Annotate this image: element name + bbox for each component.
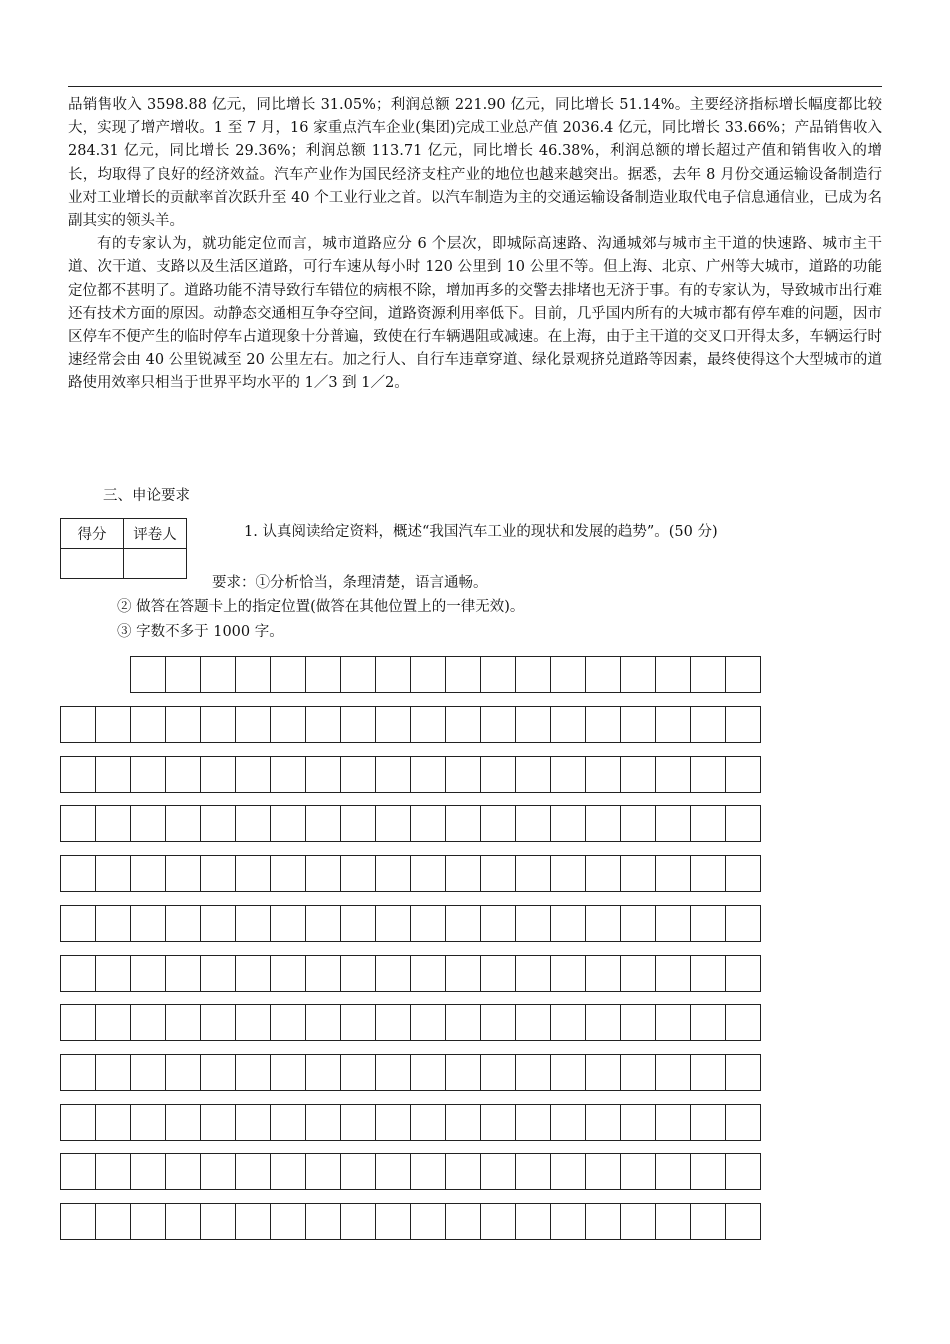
answer-cell[interactable] (96, 805, 131, 842)
answer-cell[interactable] (516, 805, 551, 842)
answer-cell[interactable] (306, 1203, 341, 1240)
answer-cell[interactable] (481, 1104, 516, 1141)
answer-cell[interactable] (586, 905, 621, 942)
answer-cell[interactable] (166, 805, 201, 842)
answer-cell[interactable] (481, 1153, 516, 1190)
answer-cell[interactable] (446, 1203, 481, 1240)
answer-cell[interactable] (341, 1004, 376, 1041)
answer-cell[interactable] (96, 1153, 131, 1190)
answer-cell[interactable] (691, 656, 726, 693)
answer-cell[interactable] (481, 855, 516, 892)
answer-grid-row (60, 1104, 761, 1141)
answer-cell[interactable] (691, 1004, 726, 1041)
answer-cell[interactable] (341, 1054, 376, 1091)
answer-cell[interactable] (656, 905, 691, 942)
answer-cell[interactable] (271, 1054, 306, 1091)
requirement-2: ② 做答在答题卡上的指定位置(做答在其他位置上的一律无效)。 (117, 599, 525, 615)
answer-cell[interactable] (341, 1203, 376, 1240)
answer-cell[interactable] (96, 955, 131, 992)
answer-cell[interactable] (166, 1004, 201, 1041)
answer-cell[interactable] (201, 955, 236, 992)
answer-cell[interactable] (271, 1153, 306, 1190)
answer-cell[interactable] (411, 955, 446, 992)
answer-cell[interactable] (341, 805, 376, 842)
answer-cell[interactable] (376, 805, 411, 842)
answer-cell[interactable] (586, 805, 621, 842)
answer-cell[interactable] (726, 1004, 761, 1041)
answer-cell[interactable] (166, 756, 201, 793)
answer-cell[interactable] (446, 1004, 481, 1041)
answer-cell[interactable] (306, 855, 341, 892)
answer-cell[interactable] (411, 1153, 446, 1190)
answer-cell[interactable] (656, 656, 691, 693)
answer-cell[interactable] (376, 1153, 411, 1190)
answer-cell[interactable] (201, 855, 236, 892)
answer-cell[interactable] (621, 1203, 656, 1240)
answer-cell[interactable] (341, 905, 376, 942)
answer-grid-row (60, 1153, 761, 1190)
answer-cell[interactable] (726, 756, 761, 793)
answer-cell[interactable] (656, 1054, 691, 1091)
answer-cell[interactable] (236, 805, 271, 842)
answer-cell[interactable] (481, 905, 516, 942)
answer-cell[interactable] (411, 1054, 446, 1091)
answer-cell[interactable] (306, 656, 341, 693)
answer-cell[interactable] (201, 905, 236, 942)
answer-cell[interactable] (61, 855, 96, 892)
answer-cell[interactable] (236, 1004, 271, 1041)
answer-grid-row (60, 905, 761, 942)
answer-cell[interactable] (446, 1054, 481, 1091)
answer-cell[interactable] (131, 706, 166, 743)
answer-cell[interactable] (376, 756, 411, 793)
answer-grid-row (60, 805, 761, 842)
answer-cell[interactable] (201, 656, 236, 693)
answer-cell[interactable] (411, 1004, 446, 1041)
answer-cell[interactable] (306, 706, 341, 743)
answer-cell[interactable] (551, 905, 586, 942)
answer-cell[interactable] (306, 905, 341, 942)
answer-cell[interactable] (726, 955, 761, 992)
answer-cell[interactable] (551, 805, 586, 842)
answer-cell[interactable] (341, 656, 376, 693)
answer-cell[interactable] (131, 1004, 166, 1041)
answer-cell[interactable] (446, 805, 481, 842)
paragraph-road-function: 有的专家认为，就功能定位而言，城市道路应分 6 个层次，即城际高速路、沟通城郊与城市主干道的快速路、城市主干道、次干道、支路以及生活区道路，可行车速从每小时 120 公里到 10 公里不等。但上海、北京、广州等大城市，道路的功能定位都不甚明了。道路功能不清导致行车错位的病根不除，增加再多的交警去排堵也无济于事。有的专家认为，导致城市出行难还有技术方面的原因。动静态交通相互争夺空间，道路资源利用率低下。目前，几乎国内所有的大城市都有停车难的问题，因市区停车不便产生的临时停车占道现象十分普遍，致使在行车辆遇阻或减速。在上海，由于主干道的交叉口开得太多，车辆运行时速经常会由 40 公里锐减至 20 公里左右。加之行人、自行车违章穿道、绿化景观挤兑道路等因素，最终使得这个大型城市的道路使用效率只相当于世界平均水平的 1／3 到 1／2。 (68, 236, 882, 392)
answer-cell[interactable] (516, 855, 551, 892)
answer-cell[interactable] (586, 706, 621, 743)
answer-grid-row (130, 656, 761, 693)
answer-cell[interactable] (341, 1153, 376, 1190)
material-text (68, 94, 882, 396)
answer-cell[interactable] (586, 1004, 621, 1041)
answer-cell[interactable] (586, 656, 621, 693)
answer-cell[interactable] (166, 1054, 201, 1091)
answer-grid-row (60, 1004, 761, 1041)
answer-cell[interactable] (726, 1104, 761, 1141)
answer-cell[interactable] (131, 855, 166, 892)
answer-cell[interactable] (516, 706, 551, 743)
answer-cell[interactable] (551, 1054, 586, 1091)
answer-cell[interactable] (656, 805, 691, 842)
answer-cell[interactable] (656, 706, 691, 743)
answer-cell[interactable] (341, 855, 376, 892)
score-table (60, 518, 187, 579)
answer-cell[interactable] (271, 656, 306, 693)
answer-cell[interactable] (656, 855, 691, 892)
answer-cell[interactable] (691, 805, 726, 842)
answer-cell[interactable] (516, 656, 551, 693)
answer-cell[interactable] (551, 1153, 586, 1190)
answer-cell[interactable] (201, 756, 236, 793)
answer-cell[interactable] (201, 1153, 236, 1190)
answer-cell[interactable] (656, 1203, 691, 1240)
answer-cell[interactable] (691, 756, 726, 793)
requirement-3: ③ 字数不多于 1000 字。 (117, 624, 284, 640)
answer-cell[interactable] (691, 1153, 726, 1190)
answer-cell[interactable] (61, 1104, 96, 1141)
answer-cell[interactable] (306, 1104, 341, 1141)
answer-cell[interactable] (411, 1104, 446, 1141)
answer-cell[interactable] (306, 756, 341, 793)
answer-cell[interactable] (621, 1153, 656, 1190)
section-heading: 三、申论要求 (103, 488, 190, 504)
answer-cell[interactable] (306, 1054, 341, 1091)
answer-cell[interactable] (516, 1054, 551, 1091)
answer-cell[interactable] (621, 656, 656, 693)
answer-grid-row (60, 1203, 761, 1240)
answer-cell[interactable] (586, 1054, 621, 1091)
answer-cell[interactable] (61, 1054, 96, 1091)
answer-cell[interactable] (236, 855, 271, 892)
answer-grid-row (60, 1054, 761, 1091)
answer-cell[interactable] (411, 656, 446, 693)
answer-cell[interactable] (131, 756, 166, 793)
answer-cell[interactable] (131, 1054, 166, 1091)
answer-cell[interactable] (61, 805, 96, 842)
answer-cell[interactable] (691, 706, 726, 743)
answer-cell[interactable] (726, 1203, 761, 1240)
answer-cell[interactable] (61, 706, 96, 743)
answer-cell[interactable] (236, 1054, 271, 1091)
answer-cell[interactable] (691, 1104, 726, 1141)
answer-cell[interactable] (306, 955, 341, 992)
answer-cell[interactable] (481, 706, 516, 743)
answer-cell[interactable] (516, 1104, 551, 1141)
answer-cell[interactable] (481, 805, 516, 842)
requirement-1: 要求：①分析恰当，条理清楚，语言通畅。 (212, 575, 488, 591)
answer-cell[interactable] (166, 1203, 201, 1240)
answer-cell[interactable] (96, 1203, 131, 1240)
answer-cell[interactable] (61, 955, 96, 992)
answer-cell[interactable] (166, 656, 201, 693)
answer-cell[interactable] (446, 855, 481, 892)
answer-cell[interactable] (61, 905, 96, 942)
answer-cell[interactable] (621, 905, 656, 942)
answer-grid-row (60, 855, 761, 892)
answer-cell[interactable] (516, 905, 551, 942)
answer-cell[interactable] (446, 905, 481, 942)
answer-cell[interactable] (516, 1203, 551, 1240)
answer-cell[interactable] (96, 855, 131, 892)
answer-cell[interactable] (341, 706, 376, 743)
paragraph-auto-industry: 品销售收入 3598.88 亿元，同比增长 31.05%；利润总额 221.90 亿元，同比增长 51.14%。主要经济指标增长幅度都比较大，实现了增产增收。1 至 7 月，16 家重点汽车企业(集团)完成工业总产值 2036.4 亿元，同比增长 33.66%；产品销售收入 284.31 亿元，同比增长 29.36%；利润总额 113.71 亿元，同比增长 46.38%，利润总额的增长超过产值和销售收入的增长，均取得了良好的经济效益。汽车产业作为国民经济支柱产业的地位也越来越突出。据悉，去年 8 月份交通运输设备制造行业对工业增长的贡献率首次跃升至 40 个工业行业之首。以汽车制造为主的交通运输设备制造业取代电子信息通信业，已成为名副其实的领头羊。 (68, 97, 882, 230)
answer-cell[interactable] (621, 955, 656, 992)
answer-cell[interactable] (551, 756, 586, 793)
answer-cell[interactable] (271, 1104, 306, 1141)
answer-cell[interactable] (306, 805, 341, 842)
answer-cell[interactable] (131, 1153, 166, 1190)
answer-cell[interactable] (481, 1203, 516, 1240)
answer-cell[interactable] (271, 905, 306, 942)
answer-cell[interactable] (516, 1153, 551, 1190)
answer-cell[interactable] (446, 1153, 481, 1190)
answer-cell[interactable] (691, 955, 726, 992)
answer-cell[interactable] (481, 955, 516, 992)
answer-cell[interactable] (236, 1104, 271, 1141)
answer-cell[interactable] (376, 955, 411, 992)
answer-cell[interactable] (306, 1004, 341, 1041)
answer-cell[interactable] (516, 756, 551, 793)
answer-cell[interactable] (96, 905, 131, 942)
answer-cell[interactable] (656, 1004, 691, 1041)
answer-cell[interactable] (551, 1104, 586, 1141)
answer-cell[interactable] (341, 1104, 376, 1141)
answer-cell[interactable] (201, 1104, 236, 1141)
answer-cell[interactable] (341, 756, 376, 793)
answer-cell[interactable] (166, 706, 201, 743)
answer-cell[interactable] (726, 706, 761, 743)
answer-cell[interactable] (376, 1203, 411, 1240)
answer-cell[interactable] (236, 1203, 271, 1240)
answer-cell[interactable] (201, 706, 236, 743)
answer-cell[interactable] (516, 955, 551, 992)
score-label: 得分 (61, 519, 124, 549)
answer-cell[interactable] (96, 1104, 131, 1141)
answer-cell[interactable] (236, 756, 271, 793)
answer-cell[interactable] (586, 955, 621, 992)
answer-cell[interactable] (376, 1104, 411, 1141)
answer-cell[interactable] (236, 706, 271, 743)
answer-cell[interactable] (376, 706, 411, 743)
answer-cell[interactable] (586, 1203, 621, 1240)
answer-cell[interactable] (446, 1104, 481, 1141)
answer-cell[interactable] (726, 855, 761, 892)
answer-cell[interactable] (271, 805, 306, 842)
answer-cell[interactable] (376, 905, 411, 942)
answer-cell[interactable] (166, 1104, 201, 1141)
answer-cell[interactable] (131, 1203, 166, 1240)
answer-cell[interactable] (621, 1054, 656, 1091)
answer-cell[interactable] (481, 656, 516, 693)
answer-cell[interactable] (166, 855, 201, 892)
answer-cell[interactable] (271, 955, 306, 992)
answer-cell[interactable] (656, 756, 691, 793)
answer-cell[interactable] (551, 1203, 586, 1240)
grader-label: 评卷人 (124, 519, 187, 549)
answer-cell[interactable] (131, 905, 166, 942)
answer-cell[interactable] (271, 706, 306, 743)
answer-cell[interactable] (96, 1054, 131, 1091)
answer-cell[interactable] (376, 1004, 411, 1041)
answer-cell[interactable] (131, 805, 166, 842)
answer-cell[interactable] (481, 1004, 516, 1041)
answer-grid-row (60, 756, 761, 793)
grader-value-cell[interactable] (124, 549, 187, 579)
answer-cell[interactable] (726, 1153, 761, 1190)
answer-cell[interactable] (726, 1054, 761, 1091)
answer-cell[interactable] (726, 905, 761, 942)
answer-cell[interactable] (411, 805, 446, 842)
question-1: 1. 认真阅读给定资料，概述“我国汽车工业的现状和发展的趋势”。(50 分) (244, 524, 718, 540)
answer-cell[interactable] (586, 1104, 621, 1141)
answer-cell[interactable] (656, 1104, 691, 1141)
answer-cell[interactable] (201, 1054, 236, 1091)
answer-cell[interactable] (61, 1153, 96, 1190)
answer-cell[interactable] (551, 955, 586, 992)
answer-cell[interactable] (271, 855, 306, 892)
answer-cell[interactable] (271, 1203, 306, 1240)
answer-cell[interactable] (341, 955, 376, 992)
answer-cell[interactable] (96, 756, 131, 793)
answer-cell[interactable] (166, 955, 201, 992)
answer-cell[interactable] (621, 706, 656, 743)
answer-cell[interactable] (656, 1153, 691, 1190)
answer-cell[interactable] (621, 855, 656, 892)
answer-cell[interactable] (61, 1004, 96, 1041)
answer-cell[interactable] (691, 1203, 726, 1240)
answer-cell[interactable] (551, 855, 586, 892)
answer-cell[interactable] (586, 1153, 621, 1190)
answer-cell[interactable] (481, 1054, 516, 1091)
answer-cell[interactable] (411, 905, 446, 942)
answer-cell[interactable] (726, 805, 761, 842)
answer-cell[interactable] (411, 1203, 446, 1240)
answer-cell[interactable] (446, 656, 481, 693)
answer-cell[interactable] (446, 706, 481, 743)
answer-cell[interactable] (446, 955, 481, 992)
answer-cell[interactable] (551, 1004, 586, 1041)
answer-cell[interactable] (411, 706, 446, 743)
answer-cell[interactable] (201, 805, 236, 842)
answer-cell[interactable] (551, 656, 586, 693)
answer-cell[interactable] (376, 855, 411, 892)
answer-cell[interactable] (201, 1203, 236, 1240)
answer-cell[interactable] (306, 1153, 341, 1190)
answer-cell[interactable] (166, 905, 201, 942)
answer-cell[interactable] (131, 656, 166, 693)
answer-cell[interactable] (691, 855, 726, 892)
answer-cell[interactable] (61, 1203, 96, 1240)
answer-cell[interactable] (236, 905, 271, 942)
answer-cell[interactable] (691, 905, 726, 942)
answer-cell[interactable] (621, 805, 656, 842)
answer-cell[interactable] (586, 756, 621, 793)
answer-cell[interactable] (166, 1153, 201, 1190)
answer-grid-row (60, 706, 761, 743)
answer-cell[interactable] (61, 756, 96, 793)
answer-cell[interactable] (271, 756, 306, 793)
answer-cell[interactable] (691, 1054, 726, 1091)
answer-cell[interactable] (621, 1104, 656, 1141)
answer-cell[interactable] (376, 1054, 411, 1091)
answer-cell[interactable] (621, 756, 656, 793)
answer-cell[interactable] (726, 656, 761, 693)
answer-cell[interactable] (621, 1004, 656, 1041)
header-rule (68, 86, 882, 87)
answer-cell[interactable] (551, 706, 586, 743)
answer-cell[interactable] (411, 855, 446, 892)
answer-cell[interactable] (236, 1153, 271, 1190)
answer-cell[interactable] (481, 756, 516, 793)
answer-cell[interactable] (586, 855, 621, 892)
answer-cell[interactable] (131, 955, 166, 992)
answer-cell[interactable] (236, 955, 271, 992)
answer-cell[interactable] (96, 1004, 131, 1041)
answer-cell[interactable] (376, 656, 411, 693)
answer-cell[interactable] (96, 706, 131, 743)
answer-cell[interactable] (446, 756, 481, 793)
answer-cell[interactable] (131, 1104, 166, 1141)
answer-cell[interactable] (201, 1004, 236, 1041)
answer-grid-row (60, 955, 761, 992)
answer-cell[interactable] (271, 1004, 306, 1041)
score-value-cell[interactable] (61, 549, 124, 579)
answer-cell[interactable] (411, 756, 446, 793)
answer-cell[interactable] (656, 955, 691, 992)
answer-cell[interactable] (516, 1004, 551, 1041)
answer-cell[interactable] (236, 656, 271, 693)
